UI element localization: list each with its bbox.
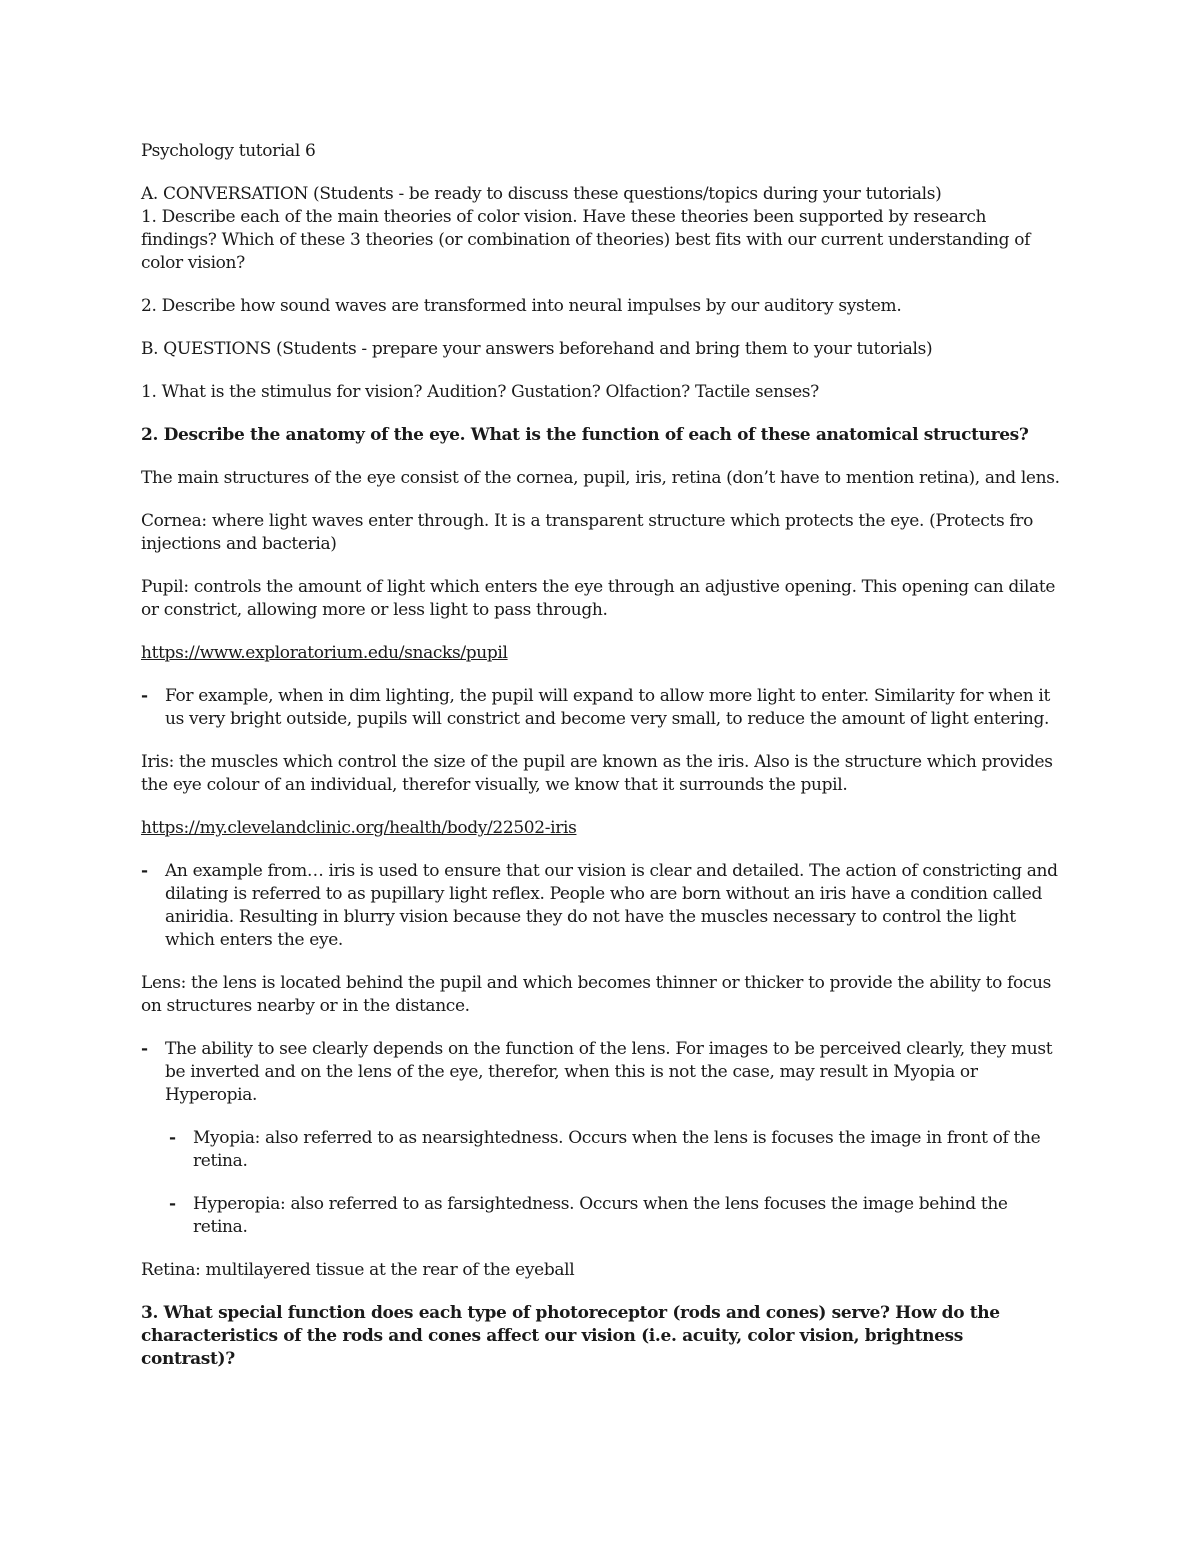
bullet-dash-icon: - bbox=[169, 1194, 176, 1214]
pupil-example-bullet bbox=[141, 685, 1061, 731]
eye-structures-intro: The main structures of the eye consist of the cornea, pupil, iris, retina (don’t have to mention retina), and lens. bbox=[141, 468, 1060, 488]
pupil-paragraph: Pupil: controls the amount of light which enters the eye through an adjustive opening. This opening can dilate or constrict, allowing more or less light to pass through. bbox=[141, 577, 1056, 620]
lens-example-text: The ability to see clearly depends on the function of the lens. For images to be perceived clearly, they must be inverted and on the lens of the eye, therefor, when this is not the case, may result in Myopia or Hyperopia. bbox=[165, 1039, 1053, 1105]
pupil-example-text: For example, when in dim lighting, the pupil will expand to allow more light to enter. Similarity for when it us very bright outside, pupils will constrict and become very small, to reduce the amount of light entering. bbox=[165, 686, 1050, 729]
iris-paragraph: Iris: the muscles which control the size of the pupil are known as the iris. Also is the structure which provides the eye colour of an individual, therefor visually, we know that it surrounds the pupil. bbox=[141, 752, 1053, 795]
section-a-question-1: 1. Describe each of the main theories of color vision. Have these theories been supported by research findings? Which of these 3 theories (or combination of theories) best fits with our current understanding of color vision? bbox=[141, 207, 1031, 273]
retina-paragraph: Retina: multilayered tissue at the rear of the eyeball bbox=[141, 1260, 575, 1280]
section-b-question-2: 2. Describe the anatomy of the eye. What is the function of each of these anatomical structures? bbox=[141, 425, 1029, 445]
iris-example-text: An example from… iris is used to ensure that our vision is clear and detailed. The action of constricting and dilating is referred to as pupillary light reflex. People who are born without an iris have a condition called aniridia. Resulting in blurry vision because they do not have the muscles necessary to control the light which enters the eye. bbox=[165, 861, 1058, 950]
myopia-bullet bbox=[169, 1127, 1061, 1173]
iris-reference-link[interactable]: https://my.clevelandclinic.org/health/body/22502-iris bbox=[141, 818, 577, 838]
hyperopia-text: Hyperopia: also referred to as farsightedness. Occurs when the lens focuses the image behind the retina. bbox=[193, 1194, 1008, 1237]
section-a-heading: A. CONVERSATION (Students - be ready to discuss these questions/topics during your tutorials) bbox=[141, 184, 942, 204]
section-a-question-2: 2. Describe how sound waves are transformed into neural impulses by our auditory system. bbox=[141, 296, 902, 316]
bullet-dash-icon: - bbox=[169, 1128, 176, 1148]
document-title: Psychology tutorial 6 bbox=[141, 141, 316, 161]
pupil-reference-link[interactable]: https://www.exploratorium.edu/snacks/pupil bbox=[141, 643, 508, 663]
cornea-paragraph: Cornea: where light waves enter through. It is a transparent structure which protects the eye. (Protects fro injections and bacteria) bbox=[141, 511, 1033, 554]
lens-paragraph: Lens: the lens is located behind the pupil and which becomes thinner or thicker to provide the ability to focus on structures nearby or in the distance. bbox=[141, 973, 1051, 1016]
document-page bbox=[141, 140, 1061, 1391]
section-b-question-1: 1. What is the stimulus for vision? Audition? Gustation? Olfaction? Tactile senses? bbox=[141, 382, 819, 402]
bullet-dash-icon: - bbox=[141, 686, 148, 706]
bullet-dash-icon: - bbox=[141, 1039, 148, 1059]
myopia-text: Myopia: also referred to as nearsightedness. Occurs when the lens is focuses the image in front of the retina. bbox=[193, 1128, 1041, 1171]
hyperopia-bullet bbox=[169, 1193, 1061, 1239]
section-b-heading: B. QUESTIONS (Students - prepare your answers beforehand and bring them to your tutorials) bbox=[141, 339, 933, 359]
section-b-question-3: 3. What special function does each type of photoreceptor (rods and cones) serve? How do the characteristics of the rods and cones affect our vision (i.e. acuity, color vision, brightness contrast)? bbox=[141, 1303, 1000, 1369]
iris-example-bullet bbox=[141, 860, 1061, 952]
bullet-dash-icon: - bbox=[141, 861, 148, 881]
lens-example-bullet bbox=[141, 1038, 1061, 1107]
